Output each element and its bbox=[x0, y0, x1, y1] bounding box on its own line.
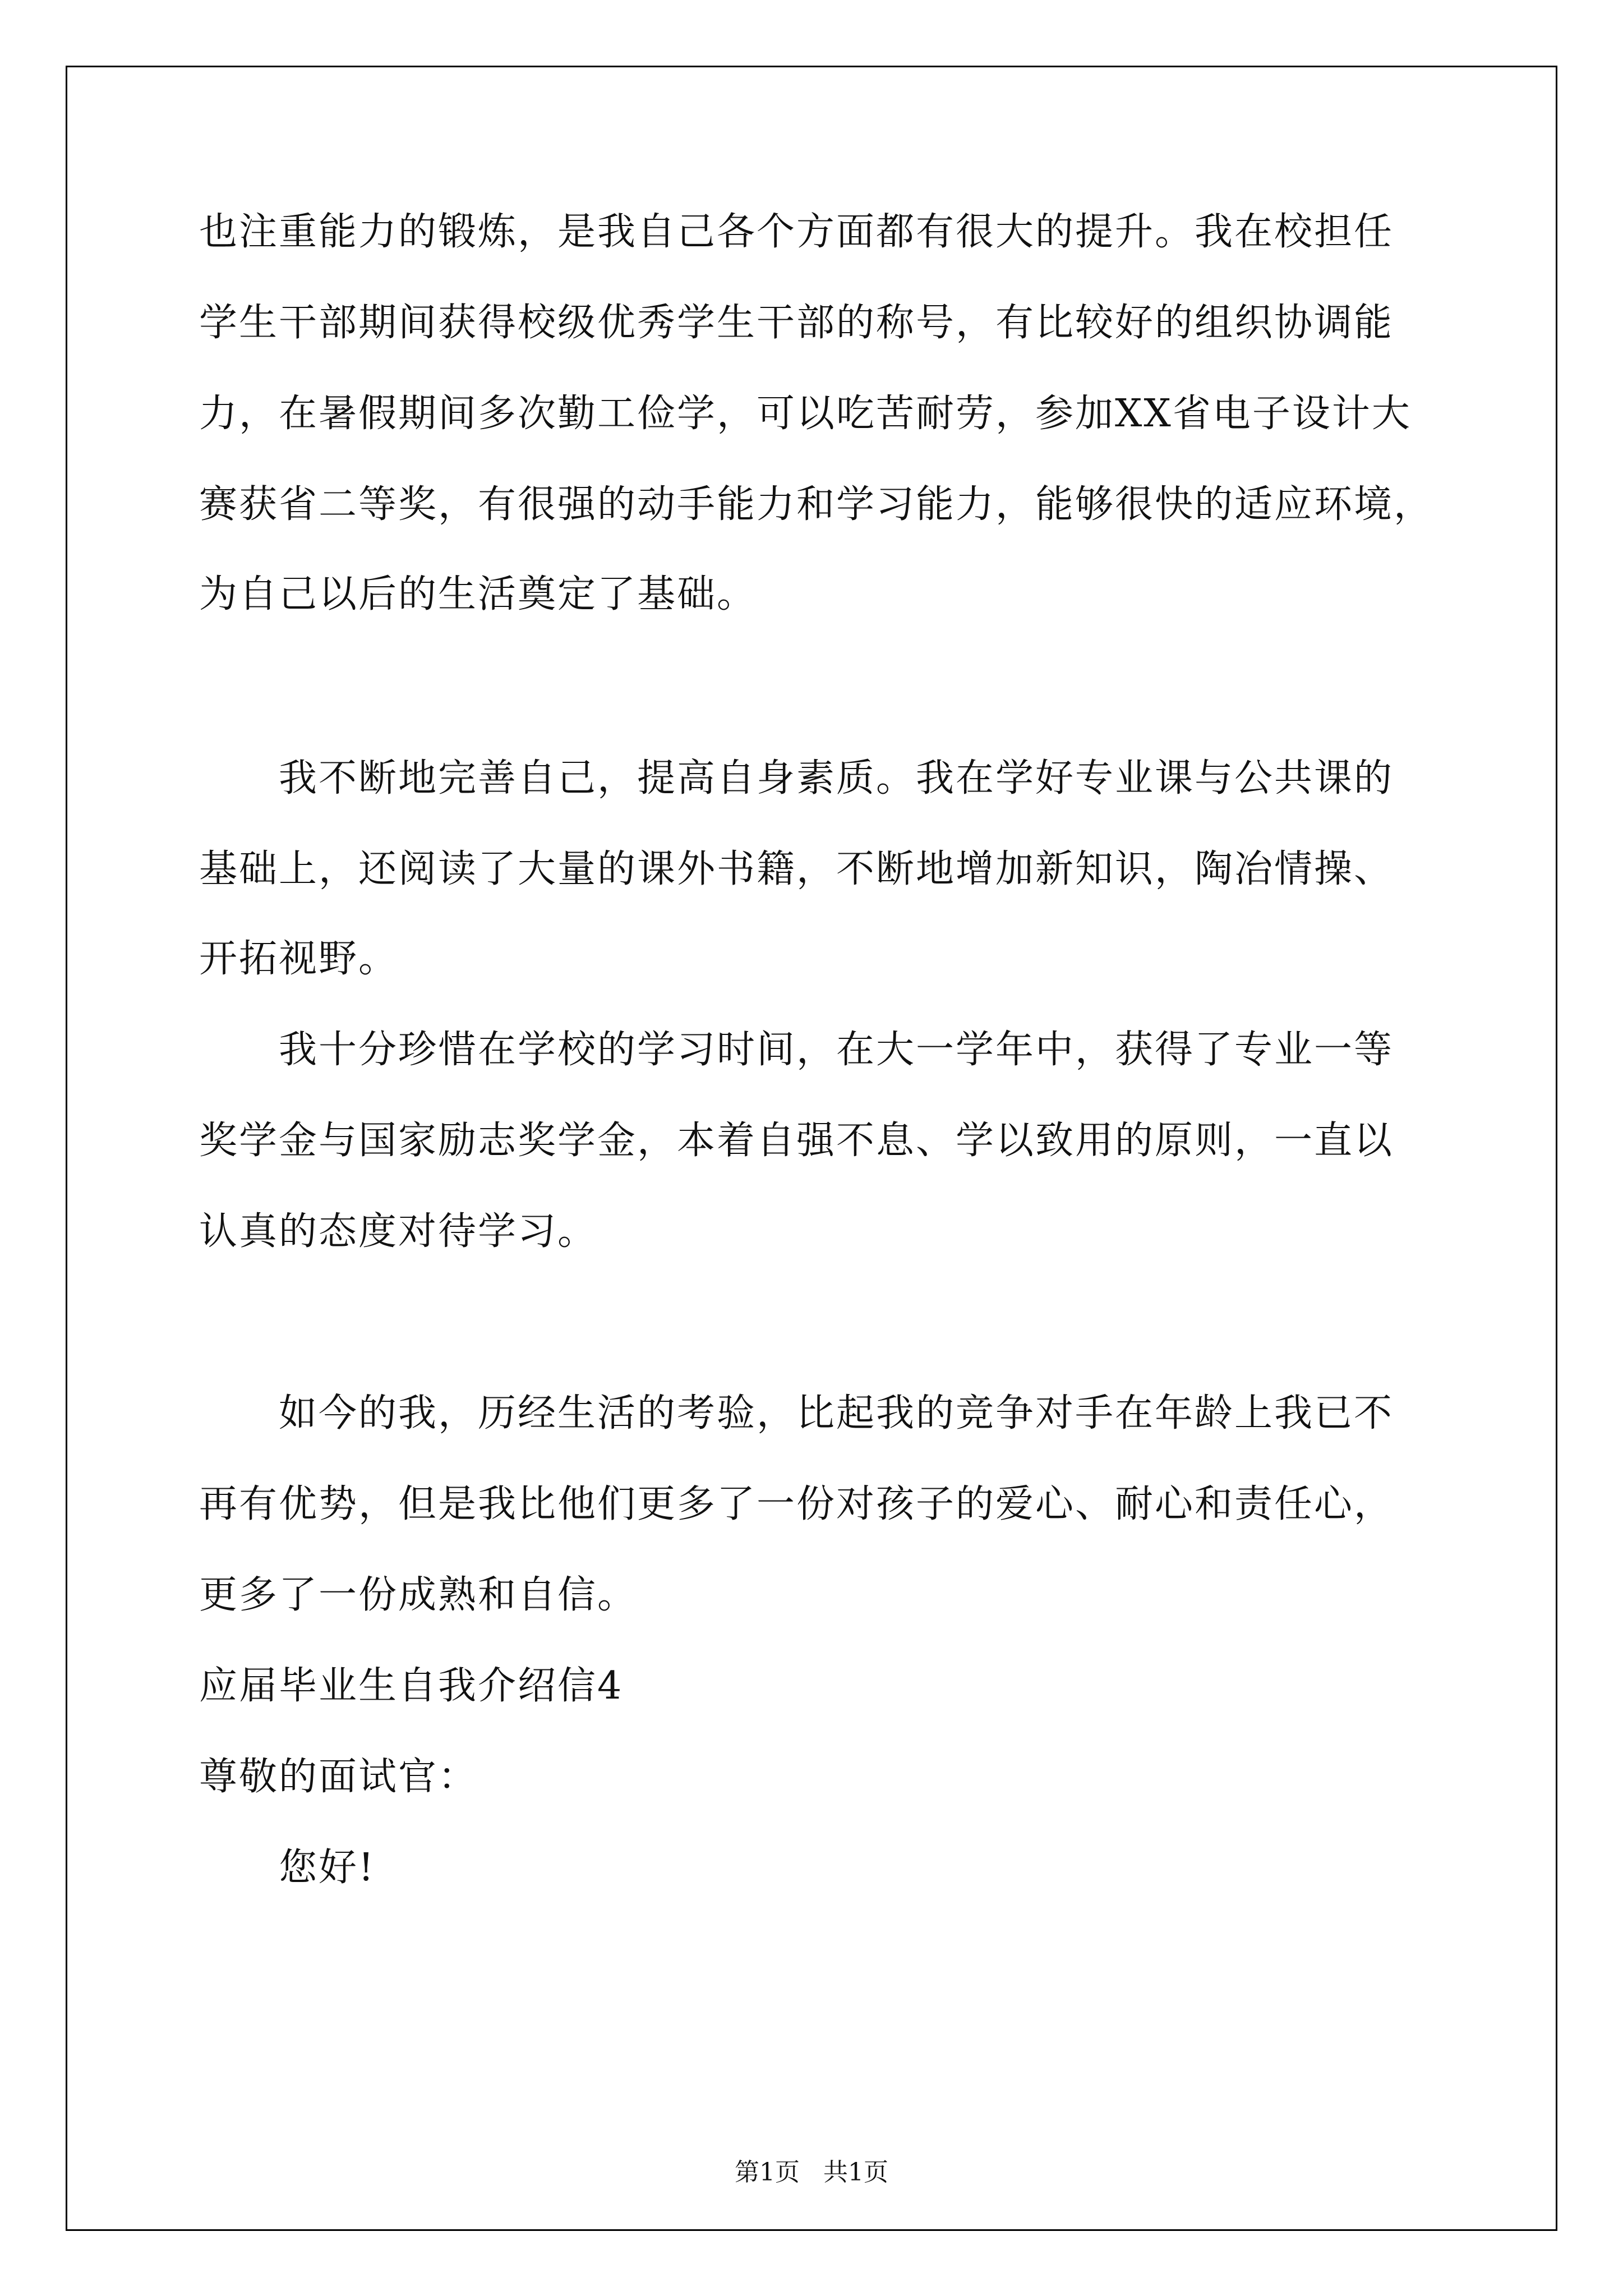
salutation: 尊敬的面试官： bbox=[199, 1755, 478, 1799]
greeting: 您好! bbox=[279, 1846, 376, 1890]
paragraph-line: 赛获省二等奖，有很强的动手能力和学习能力，能够很快的适应环境， bbox=[199, 482, 1434, 527]
section-heading: 应届毕业生自我介绍信4 bbox=[199, 1664, 624, 1708]
paragraph-line: 力，在暑假期间多次勤工俭学，可以吃苦耐劳，参加XX省电子设计大 bbox=[199, 392, 1412, 436]
paragraph-line: 认真的态度对待学习。 bbox=[199, 1209, 598, 1254]
paragraph-line: 基础上，还阅读了大量的课外书籍，不断地增加新知识，陶冶情操、 bbox=[199, 847, 1394, 891]
paragraph-line: 也注重能力的锻炼，是我自己各个方面都有很大的提升。我在校担任 bbox=[199, 210, 1394, 254]
paragraph-line: 我十分珍惜在学校的学习时间，在大一学年中，获得了专业一等 bbox=[279, 1028, 1394, 1072]
paragraph-line: 更多了一份成熟和自信。 bbox=[199, 1573, 638, 1617]
paragraph-line: 再有优势，但是我比他们更多了一份对孩子的爱心、耐心和责任心， bbox=[199, 1482, 1394, 1526]
paragraph-line: 学生干部期间获得校级优秀学生干部的称号，有比较好的组织协调能 bbox=[199, 301, 1394, 345]
paragraph-line: 开拓视野。 bbox=[199, 937, 399, 981]
paragraph-line: 如今的我，历经生活的考验，比起我的竞争对手在年龄上我已不 bbox=[279, 1391, 1394, 1435]
paragraph-line: 为自己以后的生活奠定了基础。 bbox=[199, 572, 757, 616]
page-footer: 第1页 共1页 bbox=[735, 2158, 888, 2187]
paragraph-line: 奖学金与国家励志奖学金，本着自强不息、学以致用的原则，一直以 bbox=[199, 1119, 1394, 1163]
paragraph-line: 我不断地完善自己，提高自身素质。我在学好专业课与公共课的 bbox=[279, 756, 1394, 800]
